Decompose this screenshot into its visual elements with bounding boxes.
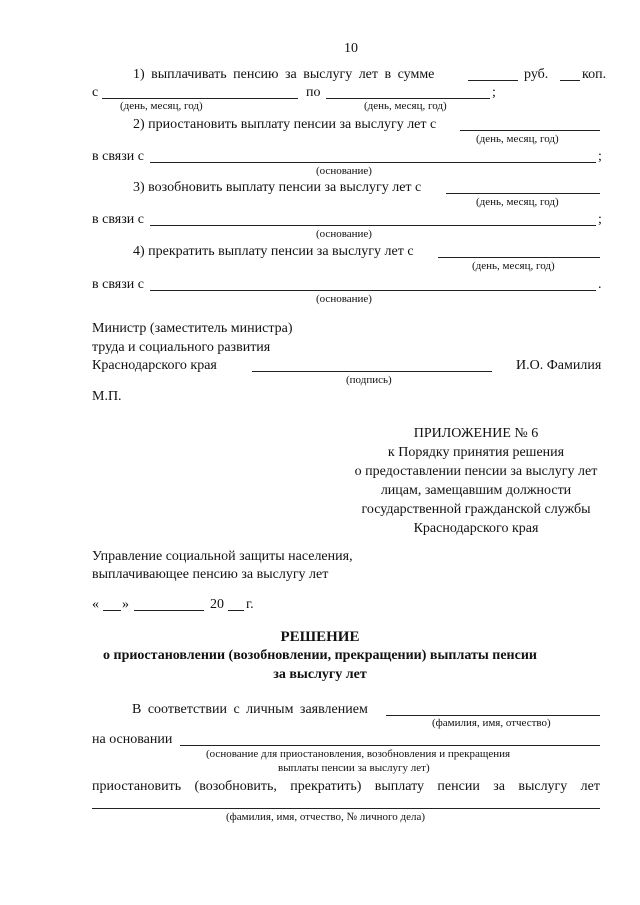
item-4-text: 4) прекратить выплату пенсии за выслугу лет с [133,244,414,259]
to-label: по [306,85,321,100]
basis-field[interactable] [180,745,600,746]
hint-applicant-name: (фамилия, имя, отчество) [432,717,551,729]
hint-suspend-date: (день, месяц, год) [476,133,559,145]
date-year-field[interactable] [228,610,244,611]
hint-resume-date: (день, месяц, год) [476,196,559,208]
item-4-end: . [598,277,602,292]
page-number: 10 [344,41,358,56]
suspend-reason-label: в связи с [92,149,144,164]
resume-date-field[interactable] [446,193,600,194]
applicant-name-field[interactable] [386,715,600,716]
signer-name: И.О. Фамилия [516,358,602,373]
item-3-end: ; [598,212,602,227]
department-line2: выплачивающее пенсию за выслугу лет [92,567,329,582]
hint-date-to: (день, месяц, год) [364,100,447,112]
date-quote-open: « [92,597,99,612]
rub-label: руб. [524,67,549,82]
appendix-line-1: к Порядку принятия решения [387,445,565,460]
item-2-end: ; [598,149,602,164]
appendix-line-3: лицам, замещавшим должности [380,483,572,498]
hint-date-from: (день, месяц, год) [120,100,203,112]
suspend-reason-field[interactable] [150,162,596,163]
hint-resume-reason: (основание) [316,228,372,240]
date-quote-close: » [122,597,129,612]
appendix-line-4: государственной гражданской службы [361,502,591,517]
appendix-line-5: Краснодарского края [413,521,539,536]
resume-reason-label: в связи с [92,212,144,227]
signer-title-line1: Министр (заместитель министра) [92,321,293,336]
date-to-field[interactable] [326,98,490,99]
item-3-text: 3) возобновить выплату пенсии за выслугу лет с [133,180,422,195]
stop-date-field[interactable] [438,257,600,258]
appendix-title: ПРИЛОЖЕНИЕ № 6 [413,426,539,441]
date-month-field[interactable] [134,610,204,611]
signature-field[interactable] [252,371,492,372]
body-paragraph-2: на основании [92,732,173,747]
hint-pensioner: (фамилия, имя, отчество, № личного дела) [226,811,426,823]
hint-suspend-reason: (основание) [316,165,372,177]
pensioner-field[interactable] [92,808,600,809]
stop-reason-field[interactable] [150,290,596,291]
date-from-field[interactable] [102,98,298,99]
date-year-prefix: 20 [210,597,224,612]
amount-kop-field[interactable] [560,80,580,81]
signer-title-line2: труда и социального развития [92,340,271,355]
hint-basis-1: (основание для приостановления, возобновления и прекращения [206,748,511,760]
body-paragraph-1: В соответствии с личным заявлением [132,702,368,717]
item-1-text: 1) выплачивать пенсию за выслугу лет в сумме [133,67,435,82]
hint-basis-2: выплаты пенсии за выслугу лет) [278,762,430,774]
suspend-date-field[interactable] [460,130,600,131]
item-1-end: ; [492,85,496,100]
signer-title-line3: Краснодарского края [92,358,217,373]
resume-reason-field[interactable] [150,225,596,226]
decision-subtitle-1: о приостановлении (возобновлении, прекращении) выплаты пенсии [103,648,537,663]
department-line1: Управление социальной защиты населения, [92,549,353,564]
kop-label: коп. [582,67,607,82]
stop-reason-label: в связи с [92,277,144,292]
decision-title: РЕШЕНИЕ [280,629,360,645]
date-year-suffix: г. [246,597,254,612]
hint-signature: (подпись) [346,374,392,386]
from-label: с [92,85,99,100]
decision-subtitle-2: за выслугу лет [273,667,367,682]
appendix-line-2: о предоставлении пенсии за выслугу лет [354,464,598,479]
date-day-field[interactable] [103,610,121,611]
hint-stop-reason: (основание) [316,293,372,305]
body-paragraph-3: приостановить (возобновить, прекратить) выплату пенсии за выслугу лет [92,779,600,794]
hint-stop-date: (день, месяц, год) [472,260,555,272]
stamp-label: М.П. [92,389,122,404]
item-2-text: 2) приостановить выплату пенсии за выслугу лет с [133,117,437,132]
amount-rub-field[interactable] [468,80,518,81]
